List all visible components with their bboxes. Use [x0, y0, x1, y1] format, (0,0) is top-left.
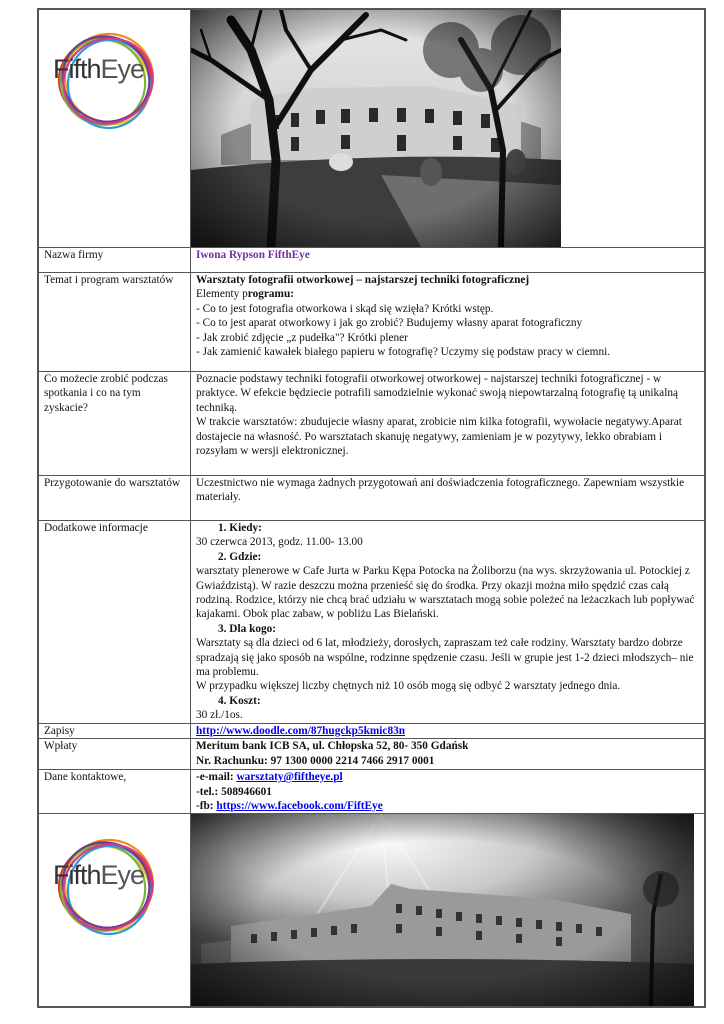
program-item: - Jak zrobić zdjęcie „z pudełka"? Krótki plener	[196, 331, 408, 344]
for-whom-heading: 3. Dla kogo:	[218, 622, 277, 635]
company-name: Iwona Rypson FifthEye	[191, 248, 705, 273]
group-size-text: W przypadku większej liczby chętnych niż 10 osób mogą się odbyć 2 warsztaty jednego dnia.	[196, 680, 621, 693]
fiftheye-logo-bottom	[49, 838, 169, 938]
facebook-line: -fb: https://www.facebook.com/FiftEye	[196, 799, 383, 812]
program-item: - Co to jest fotografia otworkowa i skąd się wzięła? Krótki wstęp.	[196, 302, 494, 315]
label-payment: Wpłaty	[39, 739, 191, 770]
label-contact: Dane kontaktowe,	[39, 770, 191, 814]
topic-content	[191, 273, 705, 372]
label-signup: Zapisy	[39, 723, 191, 738]
label-topic: Temat i program warsztatów	[39, 273, 191, 372]
phone-line: -tel.: 508946601	[196, 785, 272, 798]
facebook-link[interactable]: https://www.facebook.com/FiftEye	[216, 799, 383, 812]
program-item: - Jak zamienić kawałek białego papieru w fotografię? Uczymy się podstaw pracy w ciemni.	[196, 346, 611, 359]
logo-cell-bottom	[39, 814, 191, 1007]
account-number: Nr. Rachunku: 97 1300 0000 2214 7466 2917 0001	[196, 754, 435, 767]
logo-text: FifthEye	[53, 54, 145, 84]
logo-cell	[39, 10, 191, 248]
where-heading: 2. Gdzie:	[218, 550, 262, 563]
program-heading: Elementy programu:	[196, 288, 294, 301]
cost-heading: 4. Koszt:	[218, 694, 261, 707]
program-item: - Co to jest aparat otworkowy i jak go zrobić? Budujemy własny aparat fotograficzny	[196, 317, 583, 330]
email-link[interactable]: warsztaty@fiftheye.pl	[236, 771, 343, 784]
document-table	[37, 8, 706, 1008]
workshop-title: Warsztaty fotografii otworkowej – najstarszej techniki fotograficznej	[196, 274, 530, 286]
label-company: Nazwa firmy	[39, 248, 191, 273]
pinhole-photo-building	[191, 814, 694, 1006]
signup-cell	[191, 723, 705, 738]
where-text: warsztaty plenerowe w Cafe Jurta w Parku Kępa Potocka na Żoliborzu (na wys. skrzyżowania ul. Potockiej z Gwiaździstą). W razie deszczu można przenieść się do środka. Przy okazji można miło spędzić czas całą rodziną. Rodzice, którzy nie chcą brać udziału w warsztatach mogą sobie poleżeć na leżaczkach lub popływać kajakami. Obok plac zabaw, w pobliżu Las Bielański.	[196, 565, 695, 621]
cost-text: 30 zł./1os.	[196, 709, 243, 722]
when-text: 30 czerwca 2013, godz. 11.00- 13.00	[196, 536, 363, 549]
extra-content	[191, 521, 705, 724]
gain-paragraph: W trakcie warsztatów: zbudujecie własny aparat, zrobicie nim kilka fotografii, wywołacie negatywy.Aparat dostajecie na własność. Po warsztatach skanuję negatywy, zamieniam je w pozytywy, lekko obrabiam i rozsyłam w wersji elektronicznej.	[196, 416, 682, 458]
prep-text: Uczestnictwo nie wymaga żadnych przygotowań ani doświadczenia fotograficznego. Zapewniam wszystkie materiały.	[191, 476, 705, 521]
contact-content	[191, 770, 705, 814]
gain-paragraph: Poznacie podstawy techniki fotografii otworkowej otworkowej - najstarszej techniki fotograficznej - w praktyce. W efekcie będziecie potrafili samodzielnie wykonać swoją niepowtarzalną fotografię tą unikalną techniką.	[196, 373, 678, 414]
bottom-photo-cell	[191, 814, 705, 1007]
for-whom-text: Warsztaty są dla dzieci od 6 lat, młodzieży, dorosłych, zapraszam też całe rodziny. Warsztaty bardzo dobrze spradzają się jako sposób na wspólne, rodzinne spędzenie czasu. Jeśli w grupie jest 1-2 dzieci młodszych– nie ma problemu.	[196, 637, 694, 679]
logo-text: FifthEye	[53, 860, 145, 891]
label-extra: Dodatkowe informacje	[39, 521, 191, 724]
email-line: -e-mail: warsztaty@fiftheye.pl	[196, 771, 343, 784]
pinhole-photo-palace	[191, 10, 561, 247]
label-prep: Przygotowanie do warsztatów	[39, 476, 191, 521]
when-heading: 1. Kiedy:	[218, 522, 262, 534]
label-gain: Co możecie zrobić podczas spotkania i co na tym zyskacie?	[39, 372, 191, 476]
bank-name: Meritum bank ICB SA, ul. Chłopska 52, 80- 350 Gdańsk	[196, 740, 469, 753]
payment-content	[191, 739, 705, 770]
gain-content	[191, 372, 705, 476]
signup-link[interactable]: http://www.doodle.com/87hugckp5kmic83n	[196, 724, 406, 737]
fiftheye-logo	[49, 32, 169, 132]
top-photo-cell	[191, 10, 705, 248]
